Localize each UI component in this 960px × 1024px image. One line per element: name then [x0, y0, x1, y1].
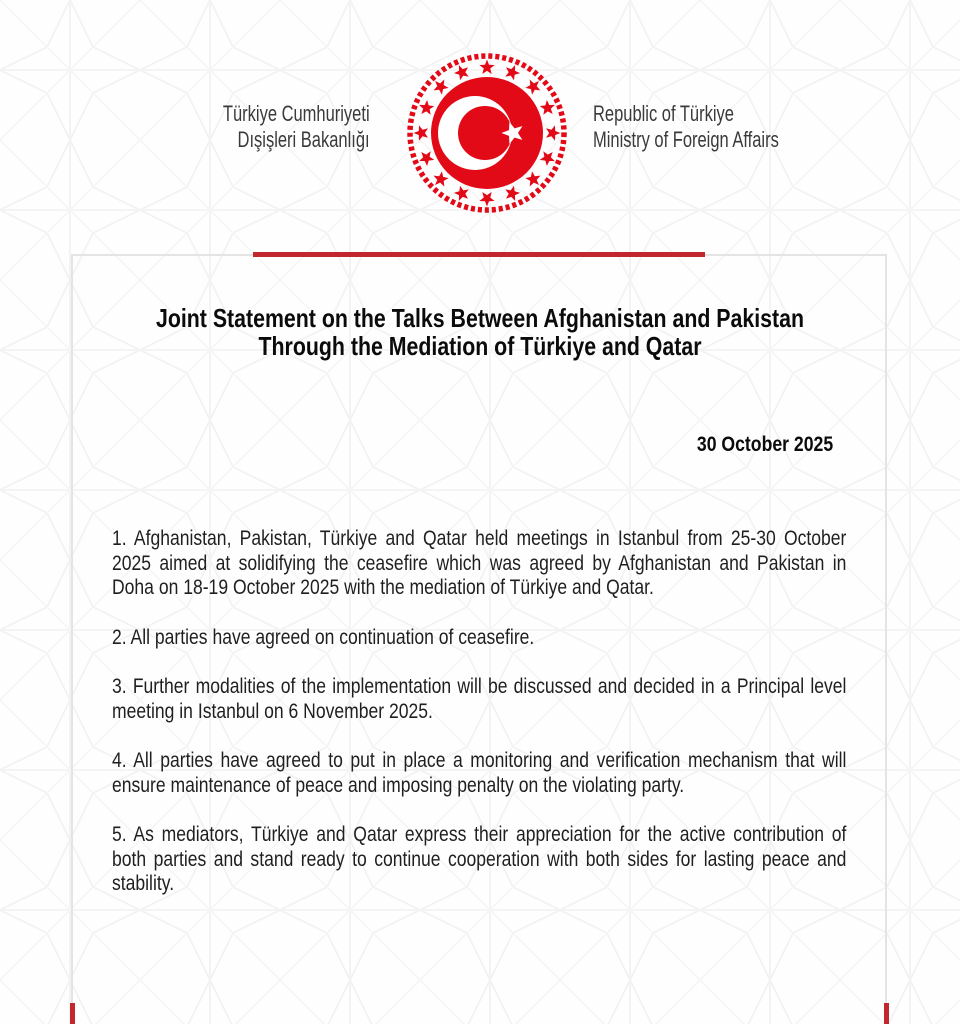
statement-paragraph: 3. Further modalities of the implementation will be discussed and decided in a Principal level meeting in Istanbul on 6 November 2025.	[112, 674, 847, 723]
statement-paragraph: 4. All parties have agreed to put in place a monitoring and verification mechanism that will ensure maintenance of peace and imposing penalty on the violating party.	[112, 748, 847, 797]
statement-date: 30 October 2025	[696, 432, 833, 456]
statement-paragraph: 2. All parties have agreed on continuation of ceasefire.	[112, 624, 535, 649]
ministry-name-english-line1: Republic of Türkiye	[593, 101, 734, 126]
statement-title	[29, 304, 931, 360]
ministry-name-turkish-line2: Dışişleri Bakanlığı	[237, 127, 370, 152]
statement-title-line1: Joint Statement on the Talks Between Afghanistan and Pakistan	[155, 303, 805, 333]
ministry-name-turkish	[223, 101, 370, 153]
ministry-name-english-line2: Ministry of Foreign Affairs	[593, 127, 779, 152]
statement-paragraph: 5. As mediators, Türkiye and Qatar express their appreciation for the active contribution of both parties and stand ready to continue cooperation with both sides for lasting peace and stability.	[112, 822, 847, 895]
statement-title-line2: Through the Mediation of Türkiye and Qatar	[258, 331, 702, 361]
turkiye-mfa-emblem-icon	[405, 51, 569, 215]
ministry-name-turkish-line1: Türkiye Cumhuriyeti	[223, 101, 370, 126]
statement-paragraphs	[112, 526, 846, 921]
ministry-name-english	[593, 101, 779, 153]
statement-paragraph: 1. Afghanistan, Pakistan, Türkiye and Qatar held meetings in Istanbul from 25-30 October 2025 aimed at solidifying the ceasefire which was agreed by Afghanistan and Pakistan in Doha on 18-19 October 2025 with the mediation of Türkiye and Qatar.	[112, 526, 847, 599]
